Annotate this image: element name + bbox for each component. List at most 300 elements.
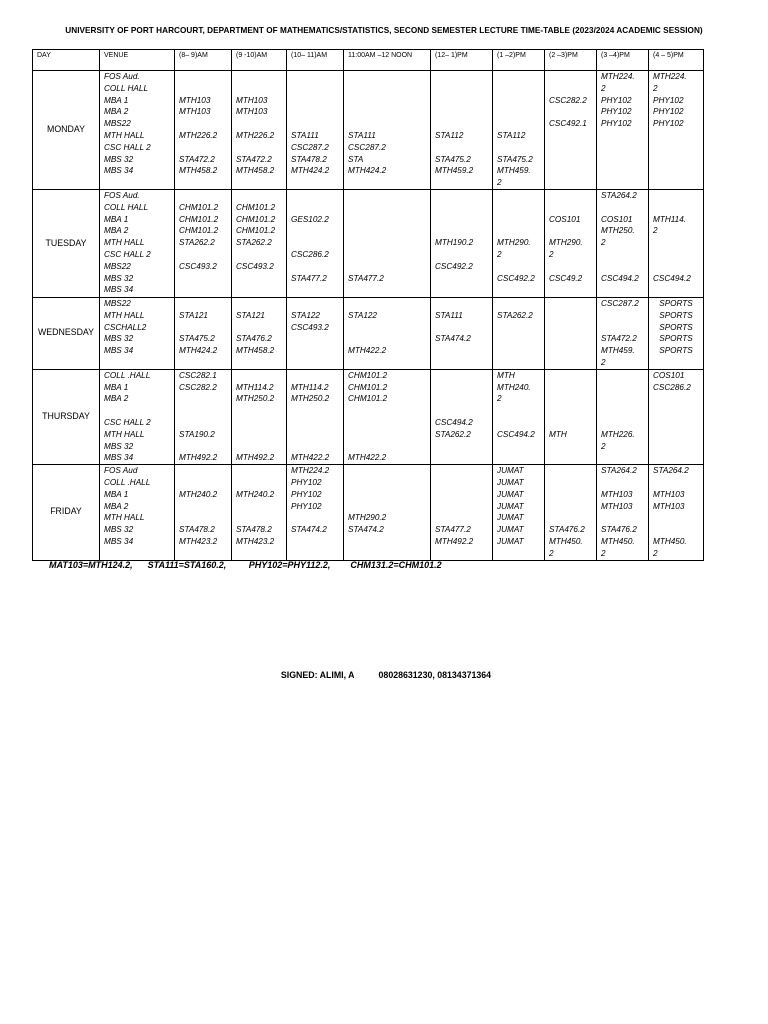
cell-line: [348, 106, 430, 118]
cell-line: MTH459.: [497, 166, 531, 176]
cell-line: CSC287.2: [291, 142, 329, 152]
cell-line: [236, 322, 286, 334]
cell-line: [348, 202, 430, 214]
cell-line: CHM101.2: [236, 202, 276, 212]
cell-line: MTH HALL: [104, 238, 145, 248]
cell-line: MTH HALL: [104, 310, 145, 320]
cell-line: [435, 249, 492, 261]
slot-cell: [493, 465, 545, 560]
cell-line: MTH114.2: [236, 382, 274, 392]
col-header: VENUE: [100, 50, 175, 71]
cell-line: [601, 322, 648, 334]
cell-line: MTH424.2: [179, 346, 218, 356]
cell-line: [236, 405, 286, 417]
cell-line: [179, 190, 231, 202]
slot-cell: [287, 189, 344, 297]
cell-line: STA122: [348, 310, 377, 320]
header-row: [33, 50, 704, 71]
cell-line: PHY102: [653, 95, 684, 105]
cell-line: STA122: [291, 310, 320, 320]
cell-line: SPORTS: [659, 334, 693, 344]
cell-line: CSC286.2: [291, 249, 329, 259]
cell-line: CHM101.2: [179, 214, 219, 224]
cell-line: STA474.2: [291, 525, 327, 535]
cell-line: CSC494.2: [653, 273, 691, 283]
slot-cell: [597, 71, 649, 190]
cell-line: MBS 32: [104, 525, 134, 535]
col-header: (8– 9)AM: [175, 50, 232, 71]
cell-line: [435, 465, 492, 477]
cell-line: [435, 95, 492, 107]
cell-line: COS101: [601, 214, 633, 224]
cell-line: MTH459.: [601, 346, 635, 356]
cell-line: [601, 202, 648, 214]
cell-line: STA475.2: [179, 334, 215, 344]
slot-cell: [649, 297, 704, 369]
cell-line: [236, 441, 286, 453]
cell-line: MBA 1: [104, 489, 129, 499]
cell-line: MTH422.2: [348, 453, 387, 463]
cell-line: [291, 95, 343, 107]
cell-line: [291, 71, 343, 83]
cell-line: [291, 370, 343, 382]
cell-line: SPORTS: [659, 310, 693, 320]
cell-line: MBA 1: [104, 382, 129, 392]
cell-line: [601, 310, 648, 322]
slot-cell: [175, 369, 232, 464]
cell-line: CSCHALL2: [104, 322, 147, 332]
cell-line: JUMAT: [497, 513, 524, 523]
cell-line: [348, 95, 430, 107]
slot-cell: [287, 465, 344, 560]
cell-line: JUMAT: [497, 525, 524, 535]
cell-line: [435, 118, 492, 130]
slot-cell: [175, 189, 232, 297]
cell-line: MTH240.: [497, 382, 531, 392]
cell-line: [179, 298, 231, 310]
cell-line: [348, 429, 430, 441]
cell-line: [236, 249, 286, 261]
slot-cell: [232, 465, 287, 560]
day-label: FRIDAY: [33, 465, 100, 560]
cell-line: MBA 1: [104, 214, 129, 224]
cell-line: CSC492.2: [435, 261, 473, 271]
cell-line: CSC282.2: [549, 95, 587, 105]
cell-line: [435, 382, 492, 394]
cell-line: CSC286.2: [653, 382, 691, 392]
col-header: (1 –2)PM: [493, 50, 545, 71]
slot-cell: [545, 71, 597, 190]
cell-line: STA477.2: [291, 273, 327, 283]
cell-line: [435, 501, 492, 513]
col-header: DAY: [33, 50, 100, 71]
cell-line: [179, 477, 231, 489]
timetable-body: [33, 71, 704, 561]
cell-line: MTH492.2: [179, 453, 218, 463]
cell-line: [549, 71, 596, 83]
cell-line: MTH422.2: [348, 346, 387, 356]
cell-line: [653, 524, 703, 536]
venue-cell: [100, 465, 175, 560]
cell-line: COS101: [653, 370, 685, 380]
cell-line: MTH458.2: [236, 346, 275, 356]
slot-cell: [597, 297, 649, 369]
cell-line: CSC287.2: [348, 142, 386, 152]
cell-line: [497, 405, 544, 417]
cell-line: [435, 298, 492, 310]
cell-line: STA111: [348, 130, 376, 140]
cell-line: COLL .HALL: [104, 477, 151, 487]
cell-line: [549, 501, 596, 513]
cell-line: [291, 512, 343, 524]
cell-line: [435, 214, 492, 226]
col-header: (4 – 5)PM: [649, 50, 704, 71]
cell-line: MTH224.: [653, 72, 687, 81]
cell-line: [549, 83, 596, 95]
cell-line: STA476.2: [236, 334, 272, 344]
signature-line: [276, 660, 515, 680]
cell-line: [291, 83, 343, 95]
slot-cell: [344, 297, 431, 369]
cell-line: [435, 106, 492, 118]
slot-cell: [175, 297, 232, 369]
cell-line: MTH290.: [497, 238, 531, 248]
cell-line: [291, 429, 343, 441]
cell-line: STA475.2: [497, 154, 533, 164]
cell-line: STA472.2: [601, 334, 637, 344]
cell-line: [236, 190, 286, 202]
day-row-thursday: [33, 369, 704, 464]
slot-cell: [545, 297, 597, 369]
day-label: WEDNESDAY: [33, 297, 100, 369]
col-header: (3 –4)PM: [597, 50, 649, 71]
cell-line: [549, 477, 596, 489]
cell-line: [236, 512, 286, 524]
cell-line: CSC494.2: [497, 429, 535, 439]
col-header: (12– 1)PM: [431, 50, 493, 71]
cell-line: 2: [549, 548, 554, 558]
cell-line: [549, 370, 596, 382]
cell-line: STA111: [291, 130, 319, 140]
cell-line: [291, 202, 343, 214]
cell-line: STA477.2: [435, 525, 471, 535]
slot-cell: [344, 369, 431, 464]
cell-line: CHM101.2: [236, 214, 276, 224]
cell-line: [435, 190, 492, 202]
cell-line: JUMAT: [497, 489, 524, 499]
cell-line: [549, 225, 596, 237]
cell-line: MTH424.2: [348, 166, 387, 176]
cell-line: MTH HALL: [104, 429, 145, 439]
cell-line: CSC282.1: [179, 370, 217, 380]
cell-line: MTH240.2: [236, 489, 275, 499]
cell-line: 2: [601, 83, 606, 93]
cell-line: MBA 2: [104, 394, 129, 404]
cell-line: [179, 393, 231, 405]
cell-line: MTH458.2: [236, 166, 275, 176]
cell-line: [179, 142, 231, 154]
cell-line: FOS Aud: [104, 466, 138, 476]
cell-line: CSC HALL 2: [104, 142, 151, 152]
day-label: MONDAY: [33, 71, 100, 190]
slot-cell: [431, 189, 493, 297]
cell-line: MBA 2: [104, 501, 129, 511]
cell-line: MTH HALL: [104, 130, 145, 140]
page-title: UNIVERSITY OF PORT HARCOURT, DEPARTMENT OF MATHEMATICS/STATISTICS, SECOND SEMESTER LECTURE TIME-TABLE (2023/2024 ACADEMIC SESSION): [65, 26, 703, 35]
cell-line: MTH103: [236, 95, 268, 105]
cell-line: SPORTS: [659, 322, 693, 332]
cell-line: MTH492.2: [236, 453, 275, 463]
cell-line: [653, 249, 703, 261]
cell-line: 2: [601, 357, 606, 367]
cell-line: MBS22: [104, 261, 131, 271]
slot-cell: [545, 465, 597, 560]
cell-line: [179, 71, 231, 83]
cell-line: STA190.2: [179, 429, 215, 439]
cell-line: [348, 441, 430, 453]
cell-line: STA474.2: [435, 334, 471, 344]
cell-line: [236, 501, 286, 513]
cell-line: [291, 118, 343, 130]
cell-line: MTH290.2: [348, 513, 387, 523]
cell-line: [549, 382, 596, 394]
cell-line: [549, 417, 596, 429]
cell-line: MBS 32: [104, 154, 134, 164]
day-row-wednesday: [33, 297, 704, 369]
cell-line: SPORTS: [659, 298, 693, 308]
cell-line: MTH423.2: [236, 536, 275, 546]
cell-line: [549, 465, 596, 477]
slot-cell: [545, 369, 597, 464]
cell-line: MBS 34: [104, 166, 134, 176]
cell-line: MTH423.2: [179, 536, 218, 546]
slot-cell: [431, 465, 493, 560]
cell-line: STA121: [236, 310, 265, 320]
cell-line: [497, 95, 544, 107]
cell-line: MTH103: [653, 489, 685, 499]
slot-cell: [649, 189, 704, 297]
cell-line: JUMAT: [497, 536, 524, 546]
cell-line: CSC493.2: [179, 261, 217, 271]
cell-line: MBS 34: [104, 285, 134, 295]
cell-line: [653, 477, 703, 489]
cell-line: PHY102: [653, 107, 684, 117]
cell-line: STA262.2: [179, 238, 215, 248]
cell-line: STA475.2: [435, 154, 471, 164]
cell-line: COLL .HALL: [104, 370, 151, 380]
slot-cell: [493, 369, 545, 464]
cell-line: MTH450.: [549, 536, 583, 546]
cell-line: MBS 34: [104, 346, 134, 356]
cell-line: STA111: [435, 310, 463, 320]
cell-line: [348, 322, 430, 334]
cell-line: [601, 417, 648, 429]
cell-line: [497, 106, 544, 118]
slot-cell: [597, 465, 649, 560]
cell-line: MBS22: [104, 119, 131, 129]
cell-line: CSC492.1: [549, 119, 587, 129]
cell-line: 2: [601, 238, 606, 248]
cell-line: STA112: [435, 130, 464, 140]
cell-line: MTH250.2: [291, 394, 330, 404]
cell-line: JUMAT: [497, 477, 524, 487]
cell-line: PHY102: [601, 107, 632, 117]
cell-line: [236, 465, 286, 477]
cell-line: PHY102: [291, 501, 322, 511]
cell-line: [348, 83, 430, 95]
cell-line: [435, 322, 492, 334]
cell-line: 2: [601, 441, 606, 451]
cell-line: [348, 298, 430, 310]
cell-line: [435, 202, 492, 214]
cell-line: [601, 249, 648, 261]
cell-line: MTH224.: [601, 72, 635, 81]
cell-line: MBS 34: [104, 453, 134, 463]
cell-line: [348, 214, 430, 226]
cell-line: [348, 118, 430, 130]
cell-line: STA478.2: [291, 154, 327, 164]
cell-line: [549, 261, 596, 273]
cell-line: [291, 441, 343, 453]
cell-line: [435, 489, 492, 501]
cell-line: STA262.2: [236, 238, 272, 248]
cell-line: [236, 298, 286, 310]
cell-line: [291, 405, 343, 417]
cell-line: [348, 225, 430, 237]
cell-line: [653, 190, 703, 202]
cell-line: MBS 32: [104, 273, 134, 283]
cell-line: [348, 489, 430, 501]
cell-line: [549, 405, 596, 417]
cell-line: [236, 71, 286, 83]
cell-line: MTH103: [179, 107, 211, 117]
cell-line: CSC494.2: [601, 273, 639, 283]
cell-line: STA477.2: [348, 273, 384, 283]
cell-line: [497, 71, 544, 83]
cell-line: [497, 142, 544, 154]
cell-line: MBA 2: [104, 226, 129, 236]
cell-line: [497, 225, 544, 237]
cell-line: [348, 501, 430, 513]
cell-line: [236, 118, 286, 130]
slot-cell: [232, 189, 287, 297]
cell-line: [601, 405, 648, 417]
cell-line: MTH103: [236, 107, 268, 117]
slot-cell: [344, 465, 431, 560]
col-header: 11:00AM –12 NOON: [344, 50, 431, 71]
cell-line: MTH226.: [601, 429, 635, 439]
venue-cell: [100, 369, 175, 464]
cell-line: [601, 393, 648, 405]
cell-line: [601, 261, 648, 273]
cell-line: [179, 417, 231, 429]
cell-line: 2: [653, 83, 658, 93]
cell-line: [497, 83, 544, 95]
cell-line: [435, 393, 492, 405]
cell-line: PHY102: [291, 477, 322, 487]
cell-line: 2: [497, 249, 502, 259]
cell-line: [179, 118, 231, 130]
cell-line: [653, 512, 703, 524]
cell-line: SPORTS: [659, 346, 693, 356]
cell-line: [236, 477, 286, 489]
cell-line: [497, 214, 544, 226]
slot-cell: [232, 71, 287, 190]
cell-line: [348, 405, 430, 417]
cell-line: [291, 298, 343, 310]
cell-line: CSC287.2: [601, 298, 639, 308]
venue-cell: [100, 189, 175, 297]
cell-line: [653, 202, 703, 214]
cell-line: 2: [497, 178, 502, 188]
cell-line: [435, 225, 492, 237]
cell-line: 2: [549, 249, 554, 259]
cell-line: PHY102: [601, 119, 632, 129]
cell-line: [179, 83, 231, 95]
slot-cell: [431, 71, 493, 190]
cell-line: [291, 190, 343, 202]
cell-line: [435, 477, 492, 489]
cell-line: MTH450.: [653, 536, 687, 546]
cell-line: COLL HALL: [104, 202, 148, 212]
slot-cell: [649, 465, 704, 560]
cell-line: MTH459.2: [435, 166, 474, 176]
day-label: TUESDAY: [33, 189, 100, 297]
slot-cell: [232, 297, 287, 369]
col-header: (10– 11)AM: [287, 50, 344, 71]
day-row-friday: [33, 465, 704, 560]
cell-line: 2: [653, 548, 658, 558]
slot-cell: [649, 369, 704, 464]
cell-line: MTH: [549, 429, 567, 439]
slot-cell: [287, 297, 344, 369]
cell-line: MTH224.2: [291, 466, 330, 476]
cell-line: [348, 261, 430, 273]
cell-line: [549, 202, 596, 214]
signed-name: SIGNED: ALIMI, A: [280, 670, 355, 680]
cell-line: CSC HALL 2: [104, 249, 151, 259]
cell-line: [348, 417, 430, 429]
cell-line: [348, 190, 430, 202]
slot-cell: [287, 369, 344, 464]
cell-line: [179, 441, 231, 453]
cell-line: CHM101.2: [348, 382, 388, 392]
cell-line: [653, 261, 703, 273]
cell-line: [179, 512, 231, 524]
cell-line: [291, 237, 343, 249]
cell-line: [348, 71, 430, 83]
cell-line: CSC HALL 2: [104, 417, 151, 427]
slot-cell: [545, 189, 597, 297]
cell-line: PHY102: [291, 489, 322, 499]
slot-cell: [493, 297, 545, 369]
cell-line: CHM101.2: [179, 226, 219, 236]
slot-cell: [232, 369, 287, 464]
cell-line: [549, 489, 596, 501]
cell-line: STA262.2: [435, 429, 471, 439]
cell-line: [348, 333, 430, 345]
signed-phone: 08028631230, 08134371364: [378, 670, 492, 680]
cell-line: MTH103: [601, 501, 633, 511]
course-equivalence-note: MAT103=MTH124.2, STA111=STA160.2, PHY102=PHY112.2, CHM131.2=CHM101.2: [49, 560, 442, 570]
cell-line: PHY102: [653, 119, 684, 129]
cell-line: [236, 370, 286, 382]
cell-line: MTH250.2: [236, 394, 275, 404]
cell-line: STA476.2: [601, 525, 637, 535]
cell-line: STA264.2: [601, 466, 637, 476]
cell-line: MTH114.: [653, 214, 687, 224]
cell-line: [497, 202, 544, 214]
